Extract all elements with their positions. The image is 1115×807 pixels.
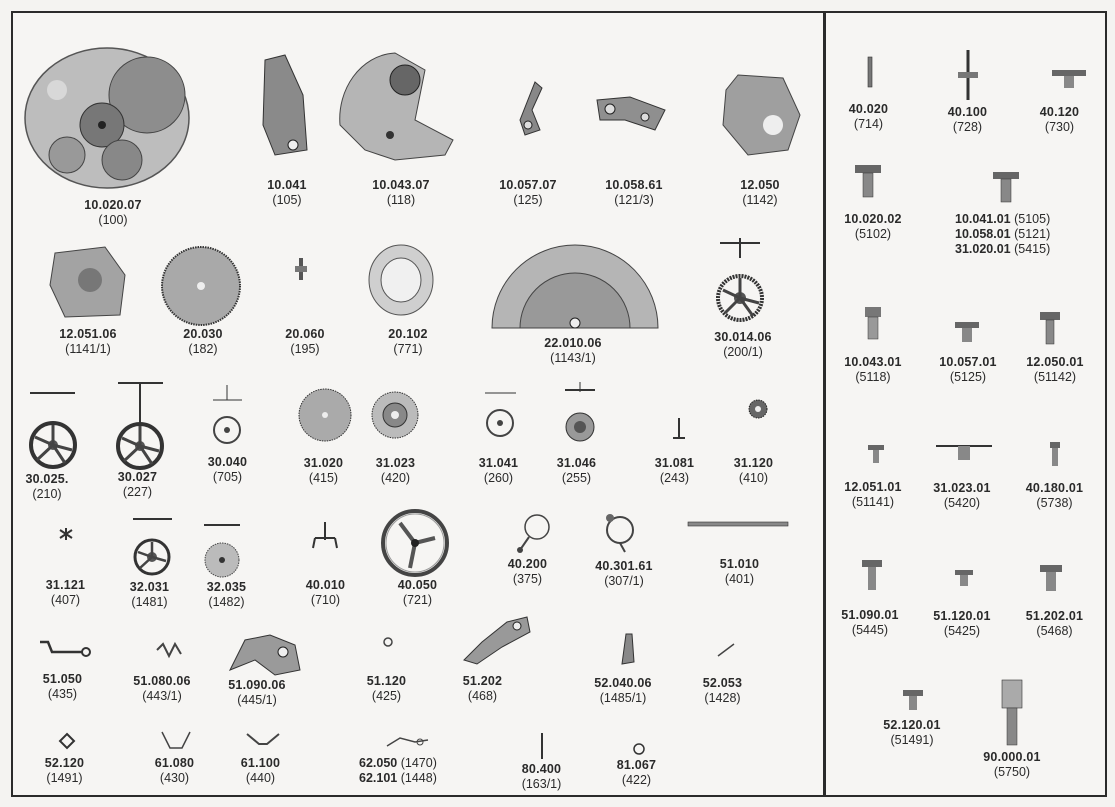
screw-5420-image — [936, 442, 992, 462]
part-ref: (445/1) — [237, 693, 277, 707]
part-ref: (407) — [50, 593, 81, 607]
part-code: 52.120 — [44, 756, 85, 770]
part-code: 10.057.07 — [499, 178, 557, 192]
part-code: 31.121 — [45, 578, 86, 592]
part-code: 10.058.61 — [605, 178, 663, 192]
part-code: 40.050 — [397, 578, 438, 592]
screw-code: 40.120 — [1039, 105, 1080, 119]
pin-163-image — [538, 733, 546, 759]
part-label — [544, 456, 609, 486]
screw-label — [922, 609, 1002, 639]
part-code: 40.200 — [507, 557, 548, 571]
screw-5750-image — [1000, 680, 1024, 745]
screw-label — [833, 212, 913, 242]
screw-code: 12.051.01 — [844, 480, 902, 494]
screw-ref: (730) — [1044, 120, 1075, 134]
clip-1491-image — [58, 732, 76, 750]
part-label — [291, 456, 356, 486]
part-ref: (375) — [512, 572, 543, 586]
part-ref: (721) — [402, 593, 433, 607]
jumper-1485-image — [618, 632, 638, 667]
part-label — [32, 756, 97, 786]
part-ref: (163/1) — [521, 777, 562, 791]
lever-307-image — [600, 512, 638, 554]
spring-1470-image — [385, 734, 430, 750]
part-ref: (430) — [159, 771, 190, 785]
part-code: 61.100 — [240, 756, 281, 770]
part-label — [122, 674, 202, 704]
spring-440-image — [245, 730, 281, 750]
wheel-415-image — [298, 388, 353, 443]
wheel-255-image — [560, 382, 600, 444]
part-label — [359, 756, 459, 786]
part-ref: (440) — [245, 771, 276, 785]
screw-code: 51.090.01 — [841, 608, 899, 622]
part-code: 31.081 — [654, 456, 695, 470]
wheel-227-image — [113, 378, 168, 470]
part-code: 51.090.06 — [228, 678, 286, 692]
part-label — [30, 672, 95, 702]
spring-435-image — [38, 640, 93, 658]
part-label — [168, 327, 238, 357]
screw-ref: (5121) — [1014, 227, 1051, 241]
part-ref: (410) — [738, 471, 769, 485]
part-code: 40.010 — [305, 578, 346, 592]
pinion-243-image — [672, 418, 686, 440]
part-code: 12.051.06 — [59, 327, 117, 341]
screw-ref: (5102) — [854, 227, 892, 241]
part-code: 31.020 — [303, 456, 344, 470]
part-ref: (125) — [513, 193, 543, 207]
part-label — [142, 756, 207, 786]
part-code: 32.031 — [129, 580, 170, 594]
clutch-710-image — [310, 520, 340, 550]
part-label — [363, 456, 428, 486]
part-code: 51.080.06 — [133, 674, 191, 688]
part-ref: (105) — [272, 193, 302, 207]
screw-51141-image — [868, 445, 884, 463]
part-ref: (401) — [724, 572, 755, 586]
part-label — [270, 327, 340, 357]
wheel-210-image — [25, 385, 80, 470]
screw-ref: (5750) — [993, 765, 1031, 779]
part-ref: (468) — [467, 689, 498, 703]
part-label — [495, 557, 560, 587]
screw-ref: (5420) — [943, 496, 981, 510]
screw-code: 51.202.01 — [1025, 609, 1084, 623]
part-ref: (1491) — [46, 771, 83, 785]
part-code: 22.010.06 — [544, 336, 602, 350]
spring-445-image — [225, 630, 305, 680]
screw-code: 40.020 — [848, 102, 889, 116]
part-label — [466, 456, 531, 486]
wheel-182-image — [160, 245, 242, 327]
screw-label — [955, 212, 1085, 257]
part-ref: (422) — [621, 773, 652, 787]
screw-ref: (5425) — [943, 624, 981, 638]
part-code: 31.046 — [556, 456, 597, 470]
part-ref: (243) — [659, 471, 690, 485]
balance-721-image — [380, 508, 450, 578]
bridge-118-image — [335, 50, 460, 165]
part-label — [721, 456, 786, 486]
screw-ref: (5445) — [851, 623, 889, 637]
part-code: 40.301.61 — [595, 559, 653, 573]
pinion-410-image — [747, 398, 769, 420]
screw-label — [833, 480, 913, 510]
part-ref: (307/1) — [604, 574, 644, 588]
part-ref: (1470) — [400, 756, 437, 770]
screw-5445-image — [862, 560, 882, 590]
part-label — [105, 470, 170, 500]
screw-730-image — [1052, 68, 1086, 88]
part-ref: (1485/1) — [599, 691, 647, 705]
part-code: 10.020.07 — [84, 198, 142, 212]
part-code: 30.027 — [117, 470, 158, 484]
bridge-121-image — [595, 95, 670, 135]
plate-1142-image — [718, 70, 803, 160]
part-label — [642, 456, 707, 486]
screw-label — [928, 355, 1008, 385]
part-ref: (195) — [290, 342, 320, 356]
part-code: 31.023 — [375, 456, 416, 470]
part-label — [293, 578, 358, 608]
spring-468-image — [462, 612, 532, 667]
part-ref: (1448) — [400, 771, 437, 785]
screw-label — [836, 102, 901, 132]
part-ref: (771) — [393, 342, 423, 356]
wheel-260-image — [483, 388, 518, 440]
screw-code: 90.000.01 — [983, 750, 1041, 764]
part-label — [194, 580, 259, 610]
wheel-1481-image — [130, 515, 175, 577]
part-code: 61.080 — [154, 756, 195, 770]
screw-code: 10.041.01 — [955, 212, 1011, 226]
part-label — [385, 578, 450, 608]
screw-ref: (5105) — [1014, 212, 1051, 226]
part-ref: (118) — [386, 193, 416, 207]
screw-5468-image — [1040, 565, 1062, 591]
part-code: 62.101 — [359, 771, 398, 785]
part-label — [354, 674, 419, 704]
part-code: 30.040 — [207, 455, 248, 469]
pinion-407-image — [58, 528, 74, 540]
part-ref: (260) — [483, 471, 514, 485]
screw-5125-image — [955, 322, 979, 342]
ring-771-image — [366, 243, 436, 318]
part-label — [604, 758, 669, 788]
part-ref: (420) — [380, 471, 411, 485]
screw-code: 51.120.01 — [933, 609, 991, 623]
screw-label — [1015, 355, 1095, 385]
part-code: 30.014.06 — [714, 330, 772, 344]
part-label — [48, 327, 128, 357]
ring-422-image — [632, 742, 646, 756]
screw-label — [922, 481, 1002, 511]
screw-ref: (51142) — [1033, 370, 1077, 384]
part-label — [533, 336, 613, 366]
part-label — [707, 557, 772, 587]
screw-code: 10.057.01 — [939, 355, 997, 369]
part-code: 81.067 — [616, 758, 657, 772]
part-code: 30.025. — [25, 472, 69, 486]
part-label — [228, 756, 293, 786]
part-code: 20.060 — [285, 327, 325, 341]
part-label — [690, 676, 755, 706]
screw-label — [1012, 481, 1097, 511]
part-ref: (182) — [188, 342, 218, 356]
rotor-1143-image — [490, 238, 660, 333]
part-label — [373, 327, 443, 357]
screw-code: 10.058.01 — [955, 227, 1011, 241]
part-ref: (705) — [212, 470, 243, 484]
part-label — [363, 178, 439, 208]
part-ref: (435) — [47, 687, 78, 701]
part-ref: (1482) — [208, 595, 245, 609]
screw-714-image — [866, 57, 874, 87]
screw-ref: (714) — [853, 117, 884, 131]
screw-ref: (5415) — [1014, 242, 1051, 256]
part-code: 51.050 — [42, 672, 83, 686]
screw-ref: (5738) — [1036, 496, 1073, 510]
part-ref: (710) — [310, 593, 341, 607]
screw-code: 10.020.02 — [844, 212, 902, 226]
part-label — [450, 674, 515, 704]
part-label — [117, 580, 182, 610]
part-ref: (200/1) — [723, 345, 763, 359]
wheel-705-image — [210, 385, 245, 445]
part-code: 32.035 — [206, 580, 247, 594]
screw-label — [967, 750, 1057, 780]
part-label — [584, 559, 664, 589]
screw-ref: (5468) — [1036, 624, 1073, 638]
screw-label — [935, 105, 1000, 135]
part-code: 52.040.06 — [594, 676, 652, 690]
lever-375-image — [515, 512, 553, 554]
lever-125-image — [510, 80, 550, 140]
screw-code: 40.180.01 — [1025, 481, 1084, 495]
part-label — [195, 455, 260, 485]
part-ref: (443/1) — [142, 689, 182, 703]
screw-ref: (728) — [952, 120, 983, 134]
screw-label — [833, 355, 913, 385]
part-ref: (425) — [371, 689, 402, 703]
part-code: 31.120 — [733, 456, 774, 470]
spring-1428-image — [716, 642, 736, 658]
part-code: 10.043.07 — [372, 178, 430, 192]
screw-ref: (51141) — [851, 495, 895, 509]
part-ref: (121/3) — [614, 193, 654, 207]
pinion-195-image — [293, 258, 309, 280]
wheel-1482-image — [202, 522, 242, 580]
part-ref: (210) — [32, 487, 62, 501]
screw-code: 10.043.01 — [844, 355, 902, 369]
screw-ref: (51491) — [890, 733, 934, 747]
part-ref: (1143/1) — [550, 351, 596, 365]
screw-ref: (5125) — [949, 370, 987, 384]
part-ref: (255) — [561, 471, 592, 485]
part-code: 20.030 — [183, 327, 223, 341]
part-ref: (415) — [308, 471, 339, 485]
part-label — [596, 178, 672, 208]
part-code: 51.120 — [366, 674, 407, 688]
part-label — [703, 330, 783, 360]
part-label — [78, 198, 148, 228]
screw-5102-image — [855, 165, 881, 197]
screw-51142-image — [1040, 312, 1060, 344]
screw-code: 40.100 — [947, 105, 988, 119]
part-label — [725, 178, 795, 208]
part-ref: (1481) — [131, 595, 168, 609]
screw-code: 52.120.01 — [883, 718, 941, 732]
stem-401-image — [688, 520, 790, 528]
spring-443-image — [155, 640, 185, 660]
screw-code: 12.050.01 — [1026, 355, 1084, 369]
screw-728-image — [955, 50, 981, 100]
part-code: 31.041 — [478, 456, 519, 470]
part-code: 12.050 — [740, 178, 780, 192]
screw-51491-image — [903, 690, 923, 710]
wheel-420-image — [370, 390, 420, 440]
part-label — [509, 762, 574, 792]
screw-label — [1027, 105, 1092, 135]
screw-5738-image — [1048, 442, 1062, 466]
screw-5425-image — [955, 570, 973, 586]
part-code: 10.041 — [267, 178, 307, 192]
part-label — [583, 676, 663, 706]
part-code: 62.050 — [359, 756, 398, 770]
part-ref: (1428) — [704, 691, 741, 705]
screw-code: 31.020.01 — [955, 242, 1011, 256]
part-code: 51.010 — [719, 557, 760, 571]
screw-5118-image — [865, 307, 881, 339]
part-code: 80.400 — [521, 762, 562, 776]
part-ref: (1141/1) — [65, 342, 111, 356]
screw-5105-image — [993, 172, 1019, 202]
screw-label — [1012, 609, 1097, 639]
part-label — [33, 578, 98, 608]
plate-1141-image — [45, 245, 130, 320]
part-ref: (1142) — [742, 193, 778, 207]
part-label — [217, 678, 297, 708]
screw-label — [872, 718, 952, 748]
part-ref: (100) — [98, 213, 128, 227]
part-label — [17, 472, 77, 502]
spring-425-image — [382, 636, 394, 648]
bridge-105-image — [255, 55, 310, 160]
main-plate-image — [22, 45, 192, 195]
part-code: 51.202 — [462, 674, 503, 688]
part-ref: (227) — [122, 485, 153, 499]
screw-code: 31.023.01 — [933, 481, 991, 495]
spring-430-image — [160, 730, 192, 750]
screw-label — [830, 608, 910, 638]
screw-ref: (5118) — [855, 370, 891, 384]
part-label — [490, 178, 566, 208]
part-label — [252, 178, 322, 208]
part-code: 20.102 — [388, 327, 428, 341]
wheel-200-image — [715, 238, 765, 323]
part-code: 52.053 — [702, 676, 743, 690]
